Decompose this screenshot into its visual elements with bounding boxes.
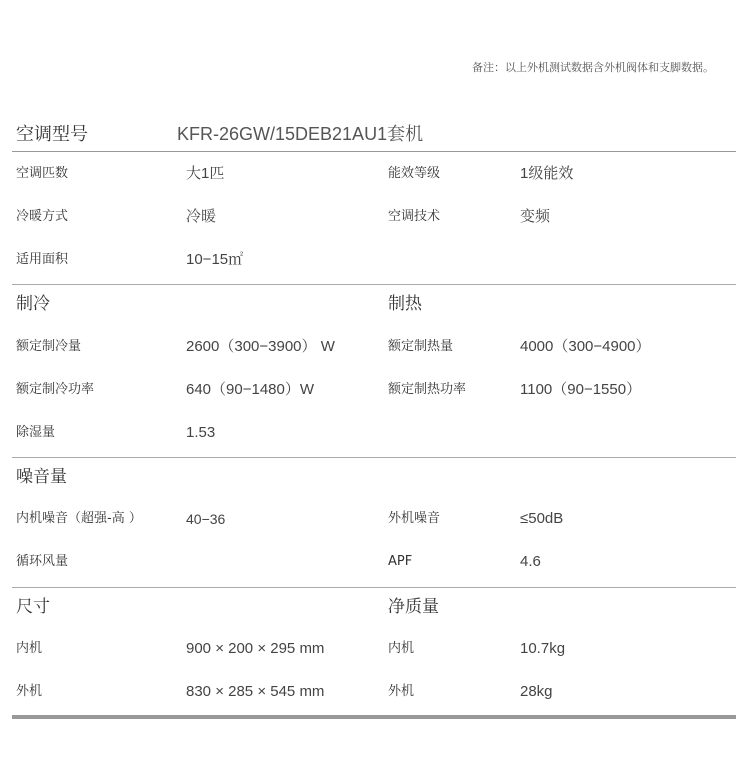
spec-label: 额定制冷功率 bbox=[16, 382, 95, 397]
section-title-weight: 净质量 bbox=[388, 597, 439, 617]
spec-label: 外机 bbox=[16, 684, 43, 699]
spec-value: 1100（90−1550） bbox=[520, 381, 642, 398]
section-header bbox=[16, 459, 736, 495]
section-header bbox=[16, 286, 736, 322]
spec-value: 640（90−1480）W bbox=[186, 381, 314, 398]
spec-row bbox=[16, 415, 736, 451]
spec-label: 适用面积 bbox=[16, 252, 69, 267]
spec-row bbox=[16, 156, 736, 192]
spec-row bbox=[16, 329, 736, 365]
section-title-heating: 制热 bbox=[388, 294, 422, 314]
spec-row bbox=[16, 501, 736, 537]
spec-value: 830 × 285 × 545 mm bbox=[186, 683, 325, 700]
spec-row bbox=[16, 199, 736, 235]
model-row bbox=[16, 120, 736, 150]
divider bbox=[12, 151, 736, 152]
spec-value: 大1匹 bbox=[186, 165, 225, 182]
spec-label: 循环风量 bbox=[16, 554, 69, 569]
spec-label: 额定制冷量 bbox=[16, 339, 82, 354]
spec-value: 2600（300−3900） W bbox=[186, 338, 335, 355]
divider bbox=[12, 587, 736, 588]
spec-label: 外机噪音 bbox=[388, 511, 441, 526]
spec-label: APF bbox=[388, 554, 413, 569]
section-title-cooling: 制冷 bbox=[16, 294, 50, 314]
spec-row bbox=[16, 242, 736, 278]
spec-value: 1级能效 bbox=[520, 165, 574, 182]
spec-label: 内机噪音（超强-高 ） bbox=[16, 511, 142, 526]
spec-value: 变频 bbox=[520, 208, 551, 225]
spec-row bbox=[16, 674, 736, 710]
spec-label: 空调技术 bbox=[388, 209, 441, 224]
spec-row bbox=[16, 372, 736, 408]
spec-label: 内机 bbox=[388, 641, 415, 656]
spec-row bbox=[16, 544, 736, 580]
spec-value: 10−15㎡ bbox=[186, 251, 244, 268]
divider bbox=[12, 284, 736, 285]
spec-label: 外机 bbox=[388, 684, 415, 699]
cropped-top-text bbox=[480, 0, 720, 2]
section-title-size: 尺寸 bbox=[16, 597, 50, 617]
section-header bbox=[16, 589, 736, 625]
spec-label: 额定制热量 bbox=[388, 339, 454, 354]
spec-value: 1.53 bbox=[186, 424, 216, 441]
spec-value: 10.7kg bbox=[520, 640, 566, 657]
spec-row bbox=[16, 631, 736, 667]
spec-label: 内机 bbox=[16, 641, 43, 656]
spec-value: 900 × 200 × 295 mm bbox=[186, 640, 325, 657]
model-label: 空调型号 bbox=[16, 124, 88, 145]
bottom-border bbox=[12, 715, 736, 719]
divider bbox=[12, 457, 736, 458]
spec-label: 空调匹数 bbox=[16, 166, 69, 181]
spec-value: 4000（300−4900） bbox=[520, 338, 651, 355]
footnote: 备注：以上外机测试数据含外机阀体和支脚数据。 bbox=[472, 61, 714, 74]
spec-label: 额定制热功率 bbox=[388, 382, 467, 397]
spec-value: 40−36 bbox=[186, 511, 226, 527]
section-title-noise: 噪音量 bbox=[16, 467, 67, 487]
spec-label: 能效等级 bbox=[388, 166, 441, 181]
spec-value: ≤50dB bbox=[520, 510, 564, 527]
spec-value: 28kg bbox=[520, 683, 553, 700]
spec-label: 除湿量 bbox=[16, 425, 56, 440]
spec-value: 4.6 bbox=[520, 553, 541, 570]
spec-value: 冷暖 bbox=[186, 208, 217, 225]
model-value: KFR-26GW/15DEB21AU1套机 bbox=[177, 124, 424, 144]
spec-label: 冷暖方式 bbox=[16, 209, 69, 224]
